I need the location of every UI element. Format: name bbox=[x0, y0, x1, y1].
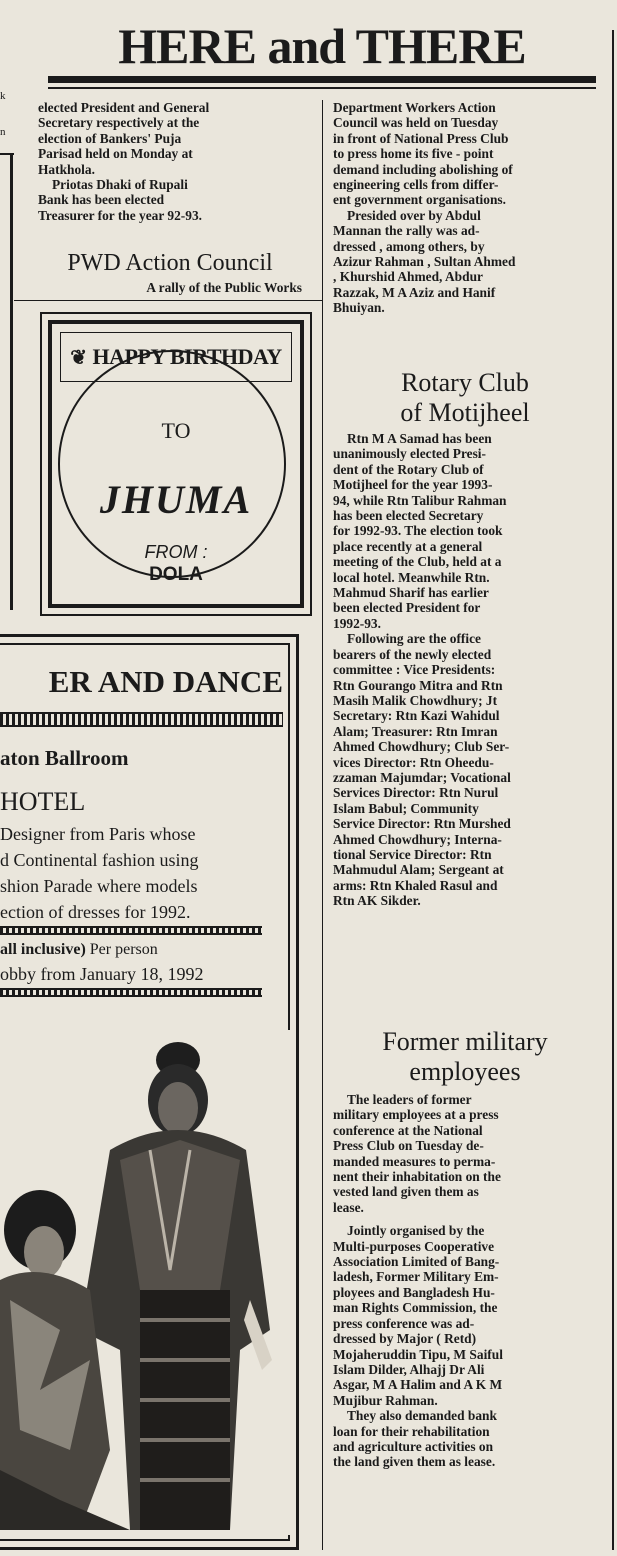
ad-line: ection of dresses for 1992. bbox=[0, 902, 191, 922]
text-line: arms: Rtn Khaled Rasul and bbox=[333, 877, 498, 893]
left-box-top bbox=[0, 153, 14, 155]
text-line: Islam Babul; Community bbox=[333, 800, 479, 816]
article-former-military bbox=[333, 1092, 597, 1470]
text-line: meeting of the Club, held at a bbox=[333, 554, 502, 570]
right-column-rule bbox=[612, 30, 614, 1550]
article-rotary-club bbox=[333, 431, 597, 909]
text-line: Treasurer for the year 92-93. bbox=[38, 207, 203, 223]
text-line: Rtn M A Samad has been bbox=[347, 431, 492, 446]
birthday-ad-frame bbox=[48, 320, 304, 608]
text-line: Mannan the rally was ad- bbox=[333, 223, 480, 239]
text-line: elected President and General bbox=[38, 100, 210, 115]
text-line: Mojaheruddin Tipu, M Saiful bbox=[333, 1346, 503, 1362]
text-line: ladesh, Former Military Em- bbox=[333, 1269, 499, 1285]
heading-line: Former military bbox=[382, 1027, 548, 1056]
text-line: conference at the National bbox=[333, 1122, 483, 1138]
ad-price-rest: Per person bbox=[85, 941, 158, 958]
text-line: local hotel. Meanwhile Rtn. bbox=[333, 569, 490, 585]
ad-line: d Continental fashion using bbox=[0, 850, 199, 870]
text-line: Azizur Rahman , Sultan Ahmed bbox=[333, 254, 516, 270]
text-line: Ahmed Chowdhury; Interna- bbox=[333, 831, 502, 847]
text-line: Motijheel for the year 1993- bbox=[333, 477, 493, 493]
text-line: for 1992-93. The election took bbox=[333, 523, 503, 539]
masthead-rule-thin bbox=[48, 87, 596, 89]
text-line: to press home its five - point bbox=[333, 146, 494, 162]
birthday-banner-text: HAPPY BIRTHDAY bbox=[92, 344, 282, 369]
text-line: Rtn AK Sikder. bbox=[333, 893, 421, 909]
heading-rotary-club bbox=[333, 368, 597, 428]
text-line: unanimously elected Presi- bbox=[333, 446, 486, 462]
text-line: ployees and Bangladesh Hu- bbox=[333, 1284, 495, 1300]
text-line: , Khurshid Ahmed, Abdur bbox=[333, 269, 483, 285]
text-line: been elected President for bbox=[333, 600, 481, 616]
article-pwd-continued bbox=[333, 100, 597, 316]
text-line: Service Director: Rtn Murshed bbox=[333, 816, 511, 832]
text-line: They also demanded bank bbox=[347, 1408, 497, 1424]
heading-line: of Motijheel bbox=[400, 398, 530, 427]
ad-border-ornament bbox=[0, 712, 283, 727]
text-line: election of Bankers' Puja bbox=[38, 130, 182, 146]
text-line: Council was held on Tuesday bbox=[333, 115, 499, 131]
text-line: dressed by Major ( Retd) bbox=[333, 1331, 477, 1347]
story-divider bbox=[14, 300, 322, 301]
text-line: dressed , among others, by bbox=[333, 238, 485, 254]
text-line: Services Director: Rtn Nurul bbox=[333, 785, 499, 801]
text-line: in front of National Press Club bbox=[333, 130, 509, 146]
text-line: press conference was ad- bbox=[333, 1315, 475, 1331]
text-line: Association Limited of Bang- bbox=[333, 1254, 500, 1270]
article-bankers-puja bbox=[38, 100, 302, 223]
text-line: loan for their rehabilitation bbox=[333, 1423, 490, 1439]
text-line: vices Director: Rtn Oheedu- bbox=[333, 754, 494, 770]
text-line: man Rights Commission, the bbox=[333, 1300, 498, 1316]
heading-former-military bbox=[333, 1027, 597, 1087]
text-line: Press Club on Tuesday de- bbox=[333, 1138, 484, 1154]
text-line: nent their inhabitation on the bbox=[333, 1169, 501, 1185]
ad-price-bold: all inclusive) bbox=[0, 941, 86, 958]
ad-lobby: obby from January 18, 1992 bbox=[0, 964, 204, 984]
text-line: Secretary: Rtn Kazi Wahidul bbox=[333, 708, 500, 724]
text-line: Presided over by Abdul bbox=[347, 207, 481, 223]
text-line: Bank has been elected bbox=[38, 192, 165, 208]
text-line: engineering cells from differ- bbox=[333, 177, 499, 193]
text-line: Priotas Dhaki of Rupali bbox=[52, 177, 188, 193]
ad-price bbox=[0, 938, 158, 962]
text-line: committee : Vice Presidents: bbox=[333, 662, 496, 678]
text-line: 94, while Rtn Talibur Rahman bbox=[333, 492, 507, 508]
text-line: ent government organisations. bbox=[333, 192, 506, 208]
text-line: demand including abolishing of bbox=[333, 161, 513, 177]
article-pwd-start: A rally of the Public Works bbox=[146, 280, 302, 295]
heading-line: employees bbox=[409, 1057, 521, 1086]
birthday-from-label: FROM : bbox=[144, 542, 208, 562]
text-line: Jointly organised by the bbox=[347, 1223, 485, 1239]
text-line: Mahmud Sharif has earlier bbox=[333, 585, 489, 601]
text-line: Alam; Treasurer: Rtn Imran bbox=[333, 723, 498, 739]
heading-line: Rotary Club bbox=[401, 368, 529, 397]
ad-title: ER AND DANCE bbox=[48, 664, 283, 699]
text-line: Department Workers Action bbox=[333, 100, 496, 115]
ad-line: shion Parade where models bbox=[0, 876, 198, 896]
left-box-edge bbox=[10, 155, 13, 610]
text-line: The leaders of former bbox=[347, 1092, 472, 1107]
fashion-models-photo bbox=[0, 1030, 290, 1535]
text-line: Multi-purposes Cooperative bbox=[333, 1238, 495, 1254]
text-line: has been elected Secretary bbox=[333, 508, 484, 524]
text-line: vested land given them as bbox=[333, 1184, 479, 1200]
birthday-ad bbox=[40, 312, 312, 616]
ad-hotel: HOTEL bbox=[0, 787, 86, 816]
flower-icon: ❦ bbox=[70, 346, 87, 369]
heading-pwd-action-council: PWD Action Council bbox=[67, 250, 273, 276]
text-line: Masih Malik Chowdhury; Jt bbox=[333, 692, 498, 708]
text-line: 1992-93. bbox=[333, 615, 381, 631]
ad-line: Designer from Paris whose bbox=[0, 824, 196, 844]
ad-venue: aton Ballroom bbox=[0, 746, 129, 770]
text-line: Rtn Gourango Mitra and Rtn bbox=[333, 677, 503, 693]
ad-divider-ornament bbox=[0, 988, 262, 997]
text-line: zzaman Majumdar; Vocational bbox=[333, 769, 511, 785]
birthday-name: JHUMA bbox=[99, 477, 253, 522]
column-divider bbox=[322, 100, 323, 1550]
text-line: place recently at a general bbox=[333, 538, 483, 554]
page-title: HERE and THERE bbox=[118, 18, 526, 74]
text-line: Bhuiyan. bbox=[333, 300, 385, 316]
left-fragment: n bbox=[0, 126, 6, 138]
text-line: Asgar, M A Halim and A K M bbox=[333, 1377, 503, 1393]
text-line: Parisad held on Monday at bbox=[38, 146, 193, 162]
text-line: Mahmudul Alam; Sergeant at bbox=[333, 862, 504, 878]
text-line: tional Service Director: Rtn bbox=[333, 846, 492, 862]
text-line: and agriculture activities on bbox=[333, 1438, 494, 1454]
text-line: Islam Dilder, Alhajj Dr Ali bbox=[333, 1361, 485, 1377]
text-line: Mujibur Rahman. bbox=[333, 1392, 438, 1408]
birthday-from-name: DOLA bbox=[149, 564, 203, 585]
text-line: military employees at a press bbox=[333, 1107, 499, 1123]
text-line: Ahmed Chowdhury; Club Ser- bbox=[333, 739, 510, 755]
text-line: Following are the office bbox=[347, 631, 481, 647]
text-line: manded measures to perma- bbox=[333, 1153, 496, 1169]
text-line: dent of the Rotary Club of bbox=[333, 461, 484, 477]
left-fragment: k bbox=[0, 90, 6, 102]
text-line: Secretary respectively at the bbox=[38, 115, 200, 131]
text-line: lease. bbox=[333, 1199, 364, 1215]
text-line: Hatkhola. bbox=[38, 161, 95, 177]
birthday-to: TO bbox=[161, 418, 191, 443]
text-line: bearers of the newly elected bbox=[333, 646, 492, 662]
text-line: the land given them as lease. bbox=[333, 1454, 496, 1470]
masthead-rule bbox=[48, 76, 596, 83]
text-line: Razzak, M A Aziz and Hanif bbox=[333, 284, 496, 300]
ad-divider-ornament bbox=[0, 926, 262, 935]
